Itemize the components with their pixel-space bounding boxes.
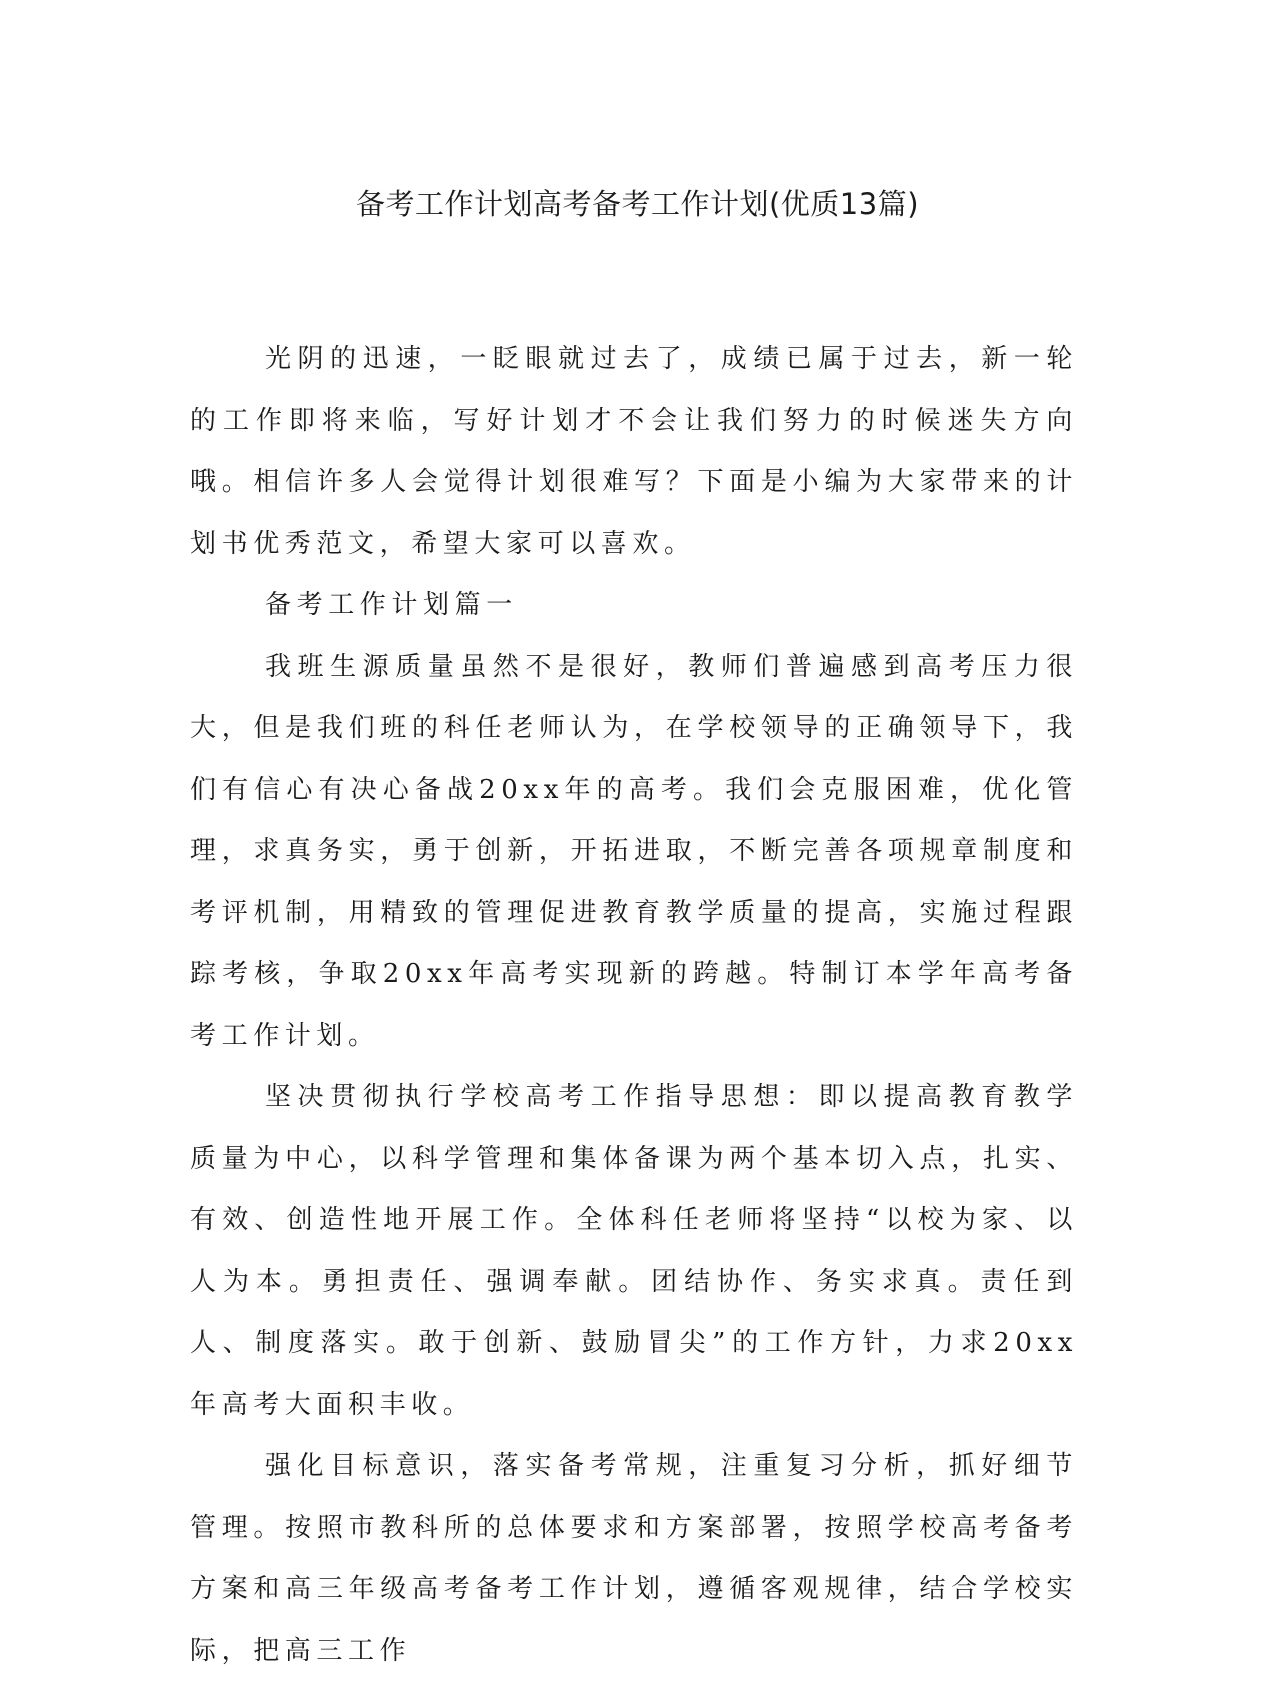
paragraph-goal-awareness: 强化目标意识，落实备考常规，注重复习分析，抓好细节管理。按照市教科所的总体要求和方案部署，按照学校高考备考方案和高三年级高考备考工作计划，遵循客观规律，结合学校实际，把高三工作 bbox=[190, 1451, 1078, 1666]
paragraph-guiding-ideology: 坚决贯彻执行学校高考工作指导思想：即以提高教育教学质量为中心，以科学管理和集体备课为两个基本切入点，扎实、有效、创造性地开展工作。全体科任老师将坚持“以校为家、以人为本。勇担责任、强调奉献。团结协作、务实求真。责任到人、制度落实。敢于创新、鼓励冒尖”的工作方针，力求20xx年高考大面积丰收。 bbox=[190, 1082, 1078, 1420]
section-heading: 备考工作计划篇一 bbox=[265, 590, 518, 620]
document-body bbox=[190, 329, 1078, 1682]
paragraph-class-overview: 我班生源质量虽然不是很好，教师们普遍感到高考压力很大，但是我们班的科任老师认为，在学校领导的正确领导下，我们有信心有决心备战20xx年的高考。我们会克服困难，优化管理，求真务实，勇于创新，开拓进取，不断完善各项规章制度和考评机制，用精致的管理促进教育教学质量的提高，实施过程跟踪考核，争取20xx年高考实现新的跨越。特制订本学年高考备考工作计划。 bbox=[190, 651, 1078, 1051]
paragraph-intro: 光阴的迅速，一眨眼就过去了，成绩已属于过去，新一轮的工作即将来临，写好计划才不会让我们努力的时候迷失方向哦。相信许多人会觉得计划很难写？下面是小编为大家带来的计划书优秀范文，希望大家可以喜欢。 bbox=[190, 344, 1078, 559]
document-title: 备考工作计划高考备考工作计划(优质13篇) bbox=[355, 187, 920, 221]
